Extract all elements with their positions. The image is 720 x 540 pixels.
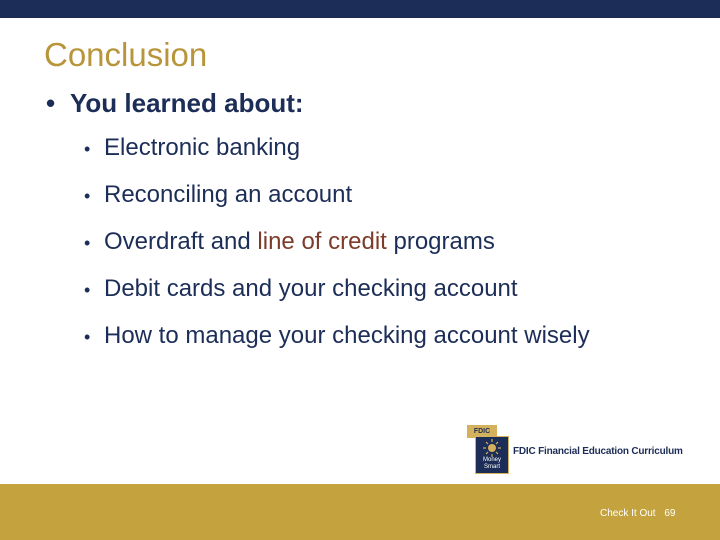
list-item [84,318,590,365]
list-item-text: Debit cards and your checking account [104,275,518,302]
top-bar [0,0,720,18]
sun-icon [476,437,508,459]
list-item-text: How to manage your checking account wisely [104,322,590,349]
list-item-text-pre: Overdraft and [104,228,258,255]
bullet-icon: • [84,139,91,159]
bullet-icon: • [84,233,91,253]
list-item [84,130,590,177]
logo-badge-text: Money Smart [482,457,501,470]
page-number: 69 [664,508,676,519]
bullet-icon: • [84,280,91,300]
list-item [84,271,590,318]
footer-label: Check It Out [600,508,656,519]
list-item [84,224,590,271]
bullet-icon: • [46,88,56,118]
list-item-text: Reconciling an account [104,181,353,208]
money-smart-logo-icon [475,436,509,474]
curriculum-caption: FDIC Financial Education Curriculum [513,446,683,457]
list-item-text: Electronic banking [104,134,301,161]
main-bullet-text: You learned about: [70,88,304,118]
sub-bullet-list [84,130,590,365]
list-item-text [104,224,495,260]
list-item [84,177,590,224]
line-of-credit-link[interactable]: line of credit [257,228,387,255]
footer [600,508,675,519]
list-item-text-post: programs [386,228,495,255]
slide-title: Conclusion [44,36,208,73]
main-bullet [46,88,304,119]
bullet-icon: • [84,327,91,347]
bullet-icon: • [84,186,91,206]
fdic-tag-logo: FDIC [467,425,497,438]
